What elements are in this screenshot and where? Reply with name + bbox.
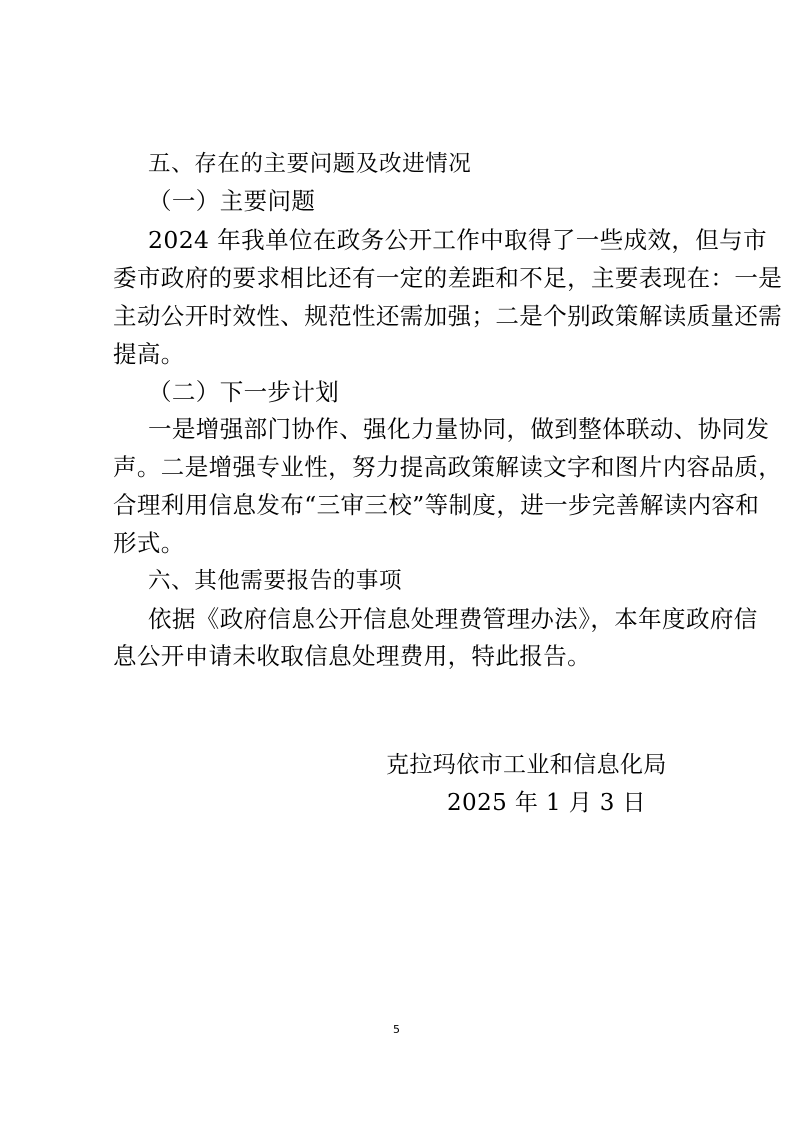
paragraph-line: 声。二是增强专业性，努力提高政策解读文字和图片内容品质， xyxy=(113,453,783,481)
paragraph-line: 一是增强部门协作、强化力量协同，做到整体联动、协同发 xyxy=(148,415,770,443)
paragraph-line: 提高。 xyxy=(113,340,185,368)
paragraph-line: 依据《政府信息公开信息处理费管理办法》，本年度政府信 xyxy=(148,605,758,633)
signature-organization: 克拉玛依市工业和信息化局 xyxy=(386,752,667,778)
page-number: 5 xyxy=(393,1023,400,1036)
section-5-heading: 五、存在的主要问题及改进情况 xyxy=(148,151,472,177)
signature-date: 2025 年 1 月 3 日 xyxy=(447,790,646,816)
paragraph-line: 息公开申请未收取信息处理费用，特此报告。 xyxy=(113,642,591,670)
paragraph-line: 形式。 xyxy=(113,529,185,557)
paragraph-line: 2024 年我单位在政务公开工作中取得了一些成效，但与市 xyxy=(148,226,767,254)
section-6-heading: 六、其他需要报告的事项 xyxy=(148,568,403,594)
section-5-2-heading: （二）下一步计划 xyxy=(148,378,340,406)
paragraph-line: 主动公开时效性、规范性还需加强；二是个别政策解读质量还需 xyxy=(113,302,783,330)
section-5-1-heading: （一）主要问题 xyxy=(148,187,316,215)
paragraph-line: 委市政府的要求相比还有一定的差距和不足，主要表现在：一是 xyxy=(113,264,783,292)
paragraph-line: 合理利用信息发布“三审三校”等制度，进一步完善解读内容和 xyxy=(113,491,760,519)
